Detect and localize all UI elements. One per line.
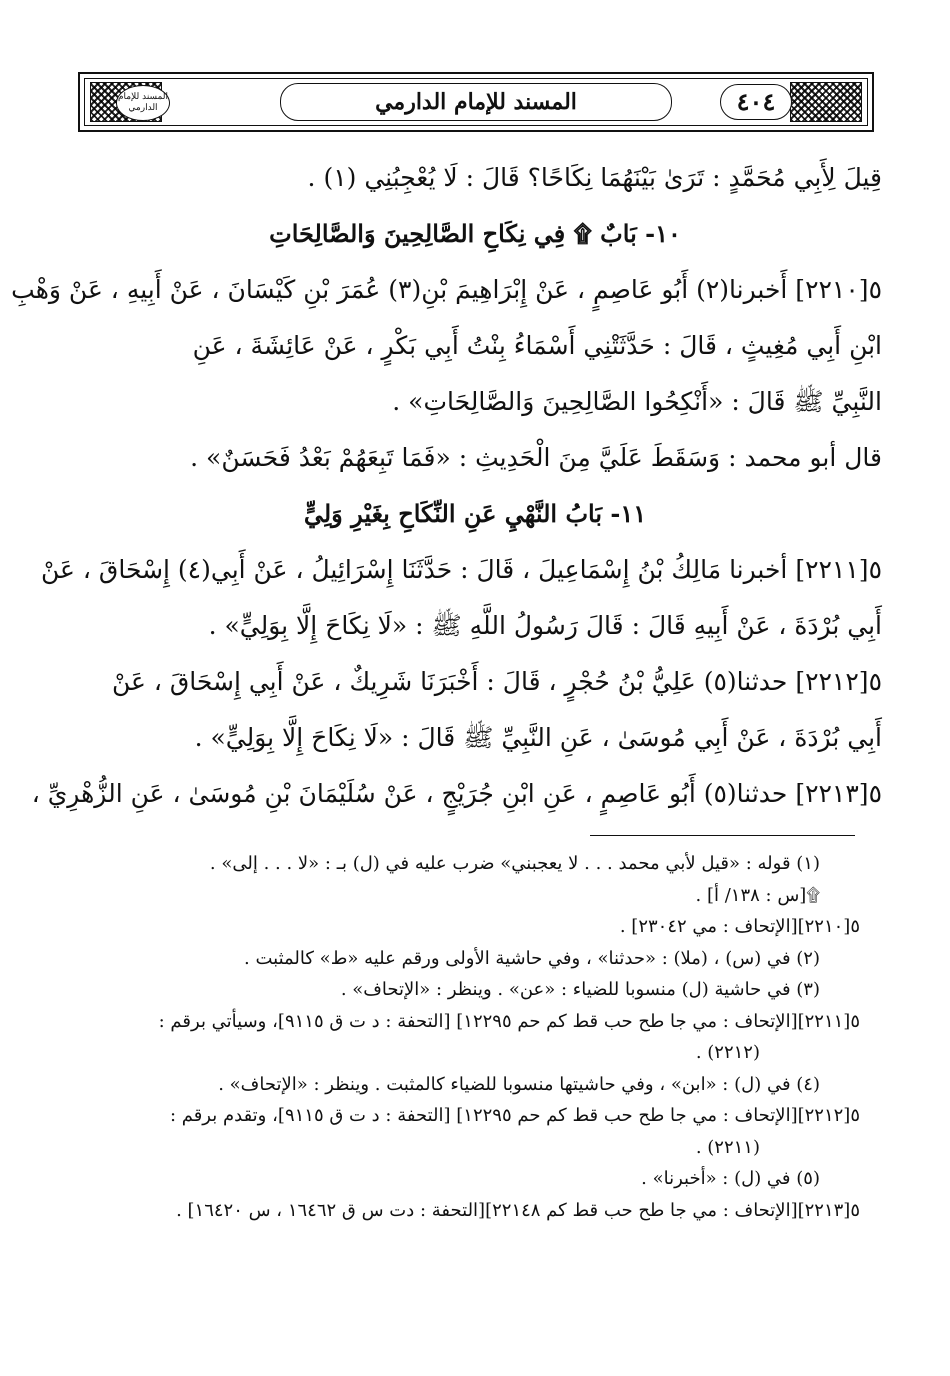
footnote-2: (٢) في (س) ، (ملا) : «حدثنا» ، وفي حاشية الأولى ورقم عليه «ط» كالمثبت . xyxy=(244,947,820,969)
hadith-2210-line-1: ٥[٢٢١٠] أَخبرنا(٢) أَبُو عَاصِمٍ ، عَنْ إِبْرَاهِيمَ بْنِ(٣) عُمَرَ بْنِ كَيْسَانَ ، عَنْ أَبِيهِ ، عَنْ وَهْبِ xyxy=(11,275,882,304)
abu-muhammad-comment: قال أبو محمد : وَسَقَطَ عَلَيَّ مِنَ الْحَدِيثِ : «فَمَا تَبِعَهُمْ بَعْدُ فَحَسَنٌ» . xyxy=(190,443,882,472)
hadith-2211-line-1: ٥[٢٢١١] أخبرنا مَالِكُ بْنُ إِسْمَاعِيلَ ، قَالَ : حَدَّثَنَا إِسْرَائِيلُ ، عَنْ أَبِي(٤) إِسْحَاقَ ، عَنْ xyxy=(41,555,882,584)
footnote-4: (٤) في (ل) : «ابن» ، وفي حاشيتها منسوبا للضياء كالمثبت . وينظر : «الإتحاف» . xyxy=(218,1073,820,1095)
takhrij-2210: ٥[٢٢١٠][الإتحاف : مي ٢٣٠٤٢] . xyxy=(619,916,860,937)
text-line: قِيلَ لِأَبِي مُحَمَّدٍ : تَرَىٰ بَيْنَهُمَا نِكَاحًا؟ قَالَ : لَا يُعْجِبُنِي (١) . xyxy=(307,163,882,192)
hadith-2210-line-2: ابْنِ أَبِي مُغِيثٍ ، قَالَ : حَدَّثَتْنِي أَسْمَاءُ بِنْتُ أَبِي بَكْرٍ ، عَنْ عَائِشَةَ ، عَنِ xyxy=(192,331,882,360)
main-text xyxy=(11,150,882,822)
footnotes xyxy=(90,848,860,1226)
chapter-heading-11: ١١- بَابُ النَّهْيِ عَنِ النِّكَاحِ بِغَيْرِ وَلِيٍّ xyxy=(303,499,647,528)
chapter-heading-10: ١٠- بَابٌ ۩ فِي نِكَاحِ الصَّالِحِينَ وَالصَّالِحَاتِ xyxy=(269,219,681,248)
takhrij-2211-cont: (٢٢١٢) . xyxy=(695,1042,760,1063)
hadith-2211-line-2: أَبِي بُرْدَةَ ، عَنْ أَبِيهِ قَالَ : قَالَ رَسُولُ اللَّهِ ﷺ : «لَا نِكَاحَ إِلَّا بِوَلِيٍّ» . xyxy=(208,611,882,640)
takhrij-2212: ٥[٢٢١٢][الإتحاف : مي جا طح حب قط كم حم ١٢٢٩٥] [التحفة : د ت ق ٩١١٥]، وتقدم برقم : xyxy=(169,1105,860,1126)
hadith-2210-line-3: النَّبِيِّ ﷺ قَالَ : «أَنْكِحُوا الصَّالِحِينَ وَالصَّالِحَاتِ» . xyxy=(392,387,882,416)
takhrij-2213: ٥[٢٢١٣][الإتحاف : مي جا طح حب قط كم ٢٢١٤٨][التحفة : دت س ق ١٦٤٦٢ ، س ١٦٤٢٠] . xyxy=(176,1199,860,1221)
hadith-2212-line-2: أَبِي بُرْدَةَ ، عَنْ أَبِي مُوسَىٰ ، عَنِ النَّبِيِّ ﷺ قَالَ : «لَا نِكَاحَ إِلَّا بِوَلِيٍّ» . xyxy=(194,723,882,752)
footnote-5: (٥) في (ل) : «أخبرنا» . xyxy=(641,1168,820,1189)
running-title: المسند للإمام الدارمي xyxy=(280,83,672,121)
page-header xyxy=(78,72,874,132)
footnote-divider xyxy=(590,835,855,836)
footnote-3: (٣) في حاشية (ل) منسوبا للضياء : «عن» . وينظر : «الإتحاف» . xyxy=(340,979,820,1000)
takhrij-2211: ٥[٢٢١١][الإتحاف : مي جا طح حب قط كم حم ١٢٢٩٥] [التحفة : د ت ق ٩١١٥]، وسيأتي برقم : xyxy=(158,1010,860,1032)
hadith-2212-line-1: ٥[٢٢١٢] حدثنا(٥) عَلِيُّ بْنُ حُجْرٍ ، قَالَ : أَخْبَرَنَا شَرِيكٌ ، عَنْ أَبِي إِسْحَاقَ ، عَنْ xyxy=(111,667,882,696)
folio-marker: ۩[س : ١٣٨/ أ] . xyxy=(695,884,820,906)
header-ornament-right xyxy=(790,82,862,122)
hadith-2213-line-1: ٥[٢٢١٣] حدثنا(٥) أَبُو عَاصِمٍ ، عَنِ ابْنِ جُرَيْجٍ ، عَنْ سُلَيْمَانَ بْنِ مُوسَىٰ ، عَنِ الزُّهْرِيِّ ، xyxy=(31,779,882,808)
book-seal-logo: المسند للإمام الدارمي xyxy=(116,85,170,121)
footnote-1: (١) قوله : «قيل لأبي محمد . . . لا يعجبني» ضرب عليه في (ل) بـ : «لا . . . إلى» . xyxy=(209,853,820,874)
page-number: ٤٠٤ xyxy=(720,84,792,120)
takhrij-2212-cont: (٢٢١١) . xyxy=(695,1136,760,1158)
